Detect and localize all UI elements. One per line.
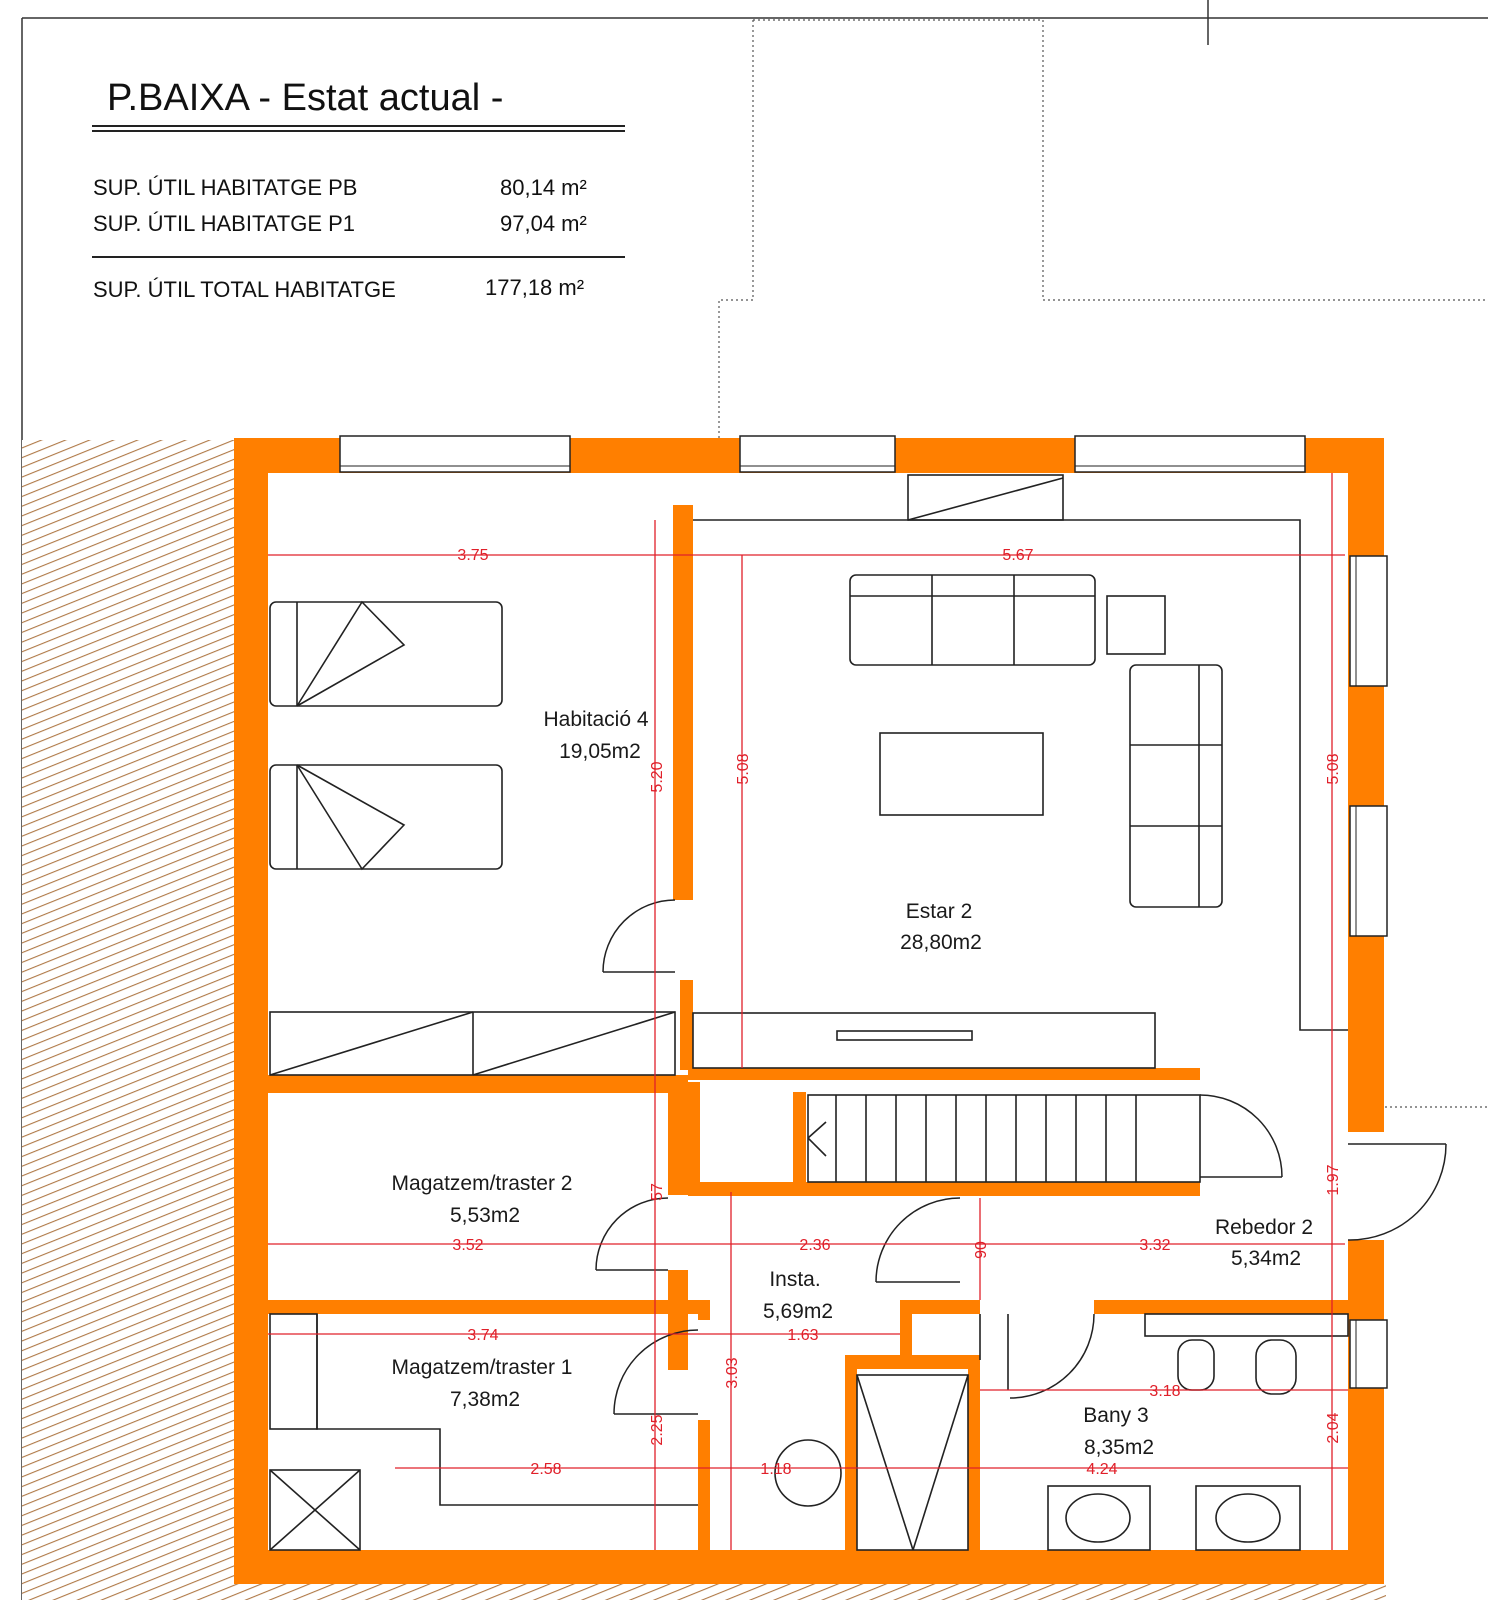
terrain-hatch <box>22 440 236 1600</box>
room-traster-1-name: Magatzem/traster 1 <box>391 1356 573 1379</box>
area-label-pb: SUP. ÚTIL HABITATGE PB <box>93 175 358 200</box>
area-value-total: 177,18 m² <box>485 275 585 300</box>
dim-90: 90 <box>973 1241 990 1259</box>
area-value-pb: 80,14 m² <box>500 175 587 200</box>
room-traster-2-area: 5,53m2 <box>449 1204 521 1227</box>
room-rebedor-2-name: Rebedor 2 <box>1214 1216 1314 1239</box>
entrance-opening <box>1348 1132 1388 1240</box>
room-habitacio-4-name: Habitació 4 <box>543 708 649 731</box>
dim-1-97: 1.97 <box>1325 1164 1342 1196</box>
room-traster-2-name: Magatzem/traster 2 <box>391 1172 573 1195</box>
dim-57: 57 <box>649 1183 666 1201</box>
dim-2-25: 2.25 <box>649 1414 666 1446</box>
dim-2-04: 2.04 <box>1325 1412 1342 1444</box>
dim-5-67: 5.67 <box>1002 547 1034 564</box>
room-traster-1-area: 7,38m2 <box>449 1388 521 1411</box>
dim-5-08-right: 5.08 <box>1325 753 1342 785</box>
plan-title: P.BAIXA - Estat actual - <box>107 77 504 119</box>
area-label-total: SUP. ÚTIL TOTAL HABITATGE <box>93 277 396 302</box>
terrain-hatch-bottom <box>236 1582 1386 1600</box>
room-bany-3-area: 8,35m2 <box>1083 1436 1155 1459</box>
dim-1-18: 1.18 <box>760 1461 792 1478</box>
dim-3-03: 3.03 <box>724 1357 741 1389</box>
room-bany-3-name: Bany 3 <box>1083 1404 1149 1427</box>
dim-2-36: 2.36 <box>799 1237 831 1254</box>
dim-3-75: 3.75 <box>457 547 489 564</box>
dim-1-63: 1.63 <box>787 1327 819 1344</box>
room-habitacio-4-area: 19,05m2 <box>559 740 641 763</box>
dim-3-32: 3.32 <box>1139 1237 1171 1254</box>
room-estar-2-name: Estar 2 <box>905 900 973 923</box>
room-insta-name: Insta. <box>769 1268 821 1291</box>
area-label-p1: SUP. ÚTIL HABITATGE P1 <box>93 211 356 236</box>
room-estar-2-area: 28,80m2 <box>900 931 982 954</box>
area-value-p1: 97,04 m² <box>500 211 587 236</box>
room-insta-area: 5,69m2 <box>762 1300 834 1323</box>
dim-3-74: 3.74 <box>467 1327 499 1344</box>
dim-5-20: 5.20 <box>649 761 666 793</box>
dim-5-08-left: 5.08 <box>735 753 752 785</box>
room-rebedor-2-area: 5,34m2 <box>1230 1247 1302 1270</box>
title-block <box>92 77 625 302</box>
dim-4-24: 4.24 <box>1086 1461 1118 1478</box>
dim-2-58: 2.58 <box>530 1461 562 1478</box>
dim-3-52: 3.52 <box>452 1237 484 1254</box>
dim-3-18: 3.18 <box>1149 1383 1181 1400</box>
